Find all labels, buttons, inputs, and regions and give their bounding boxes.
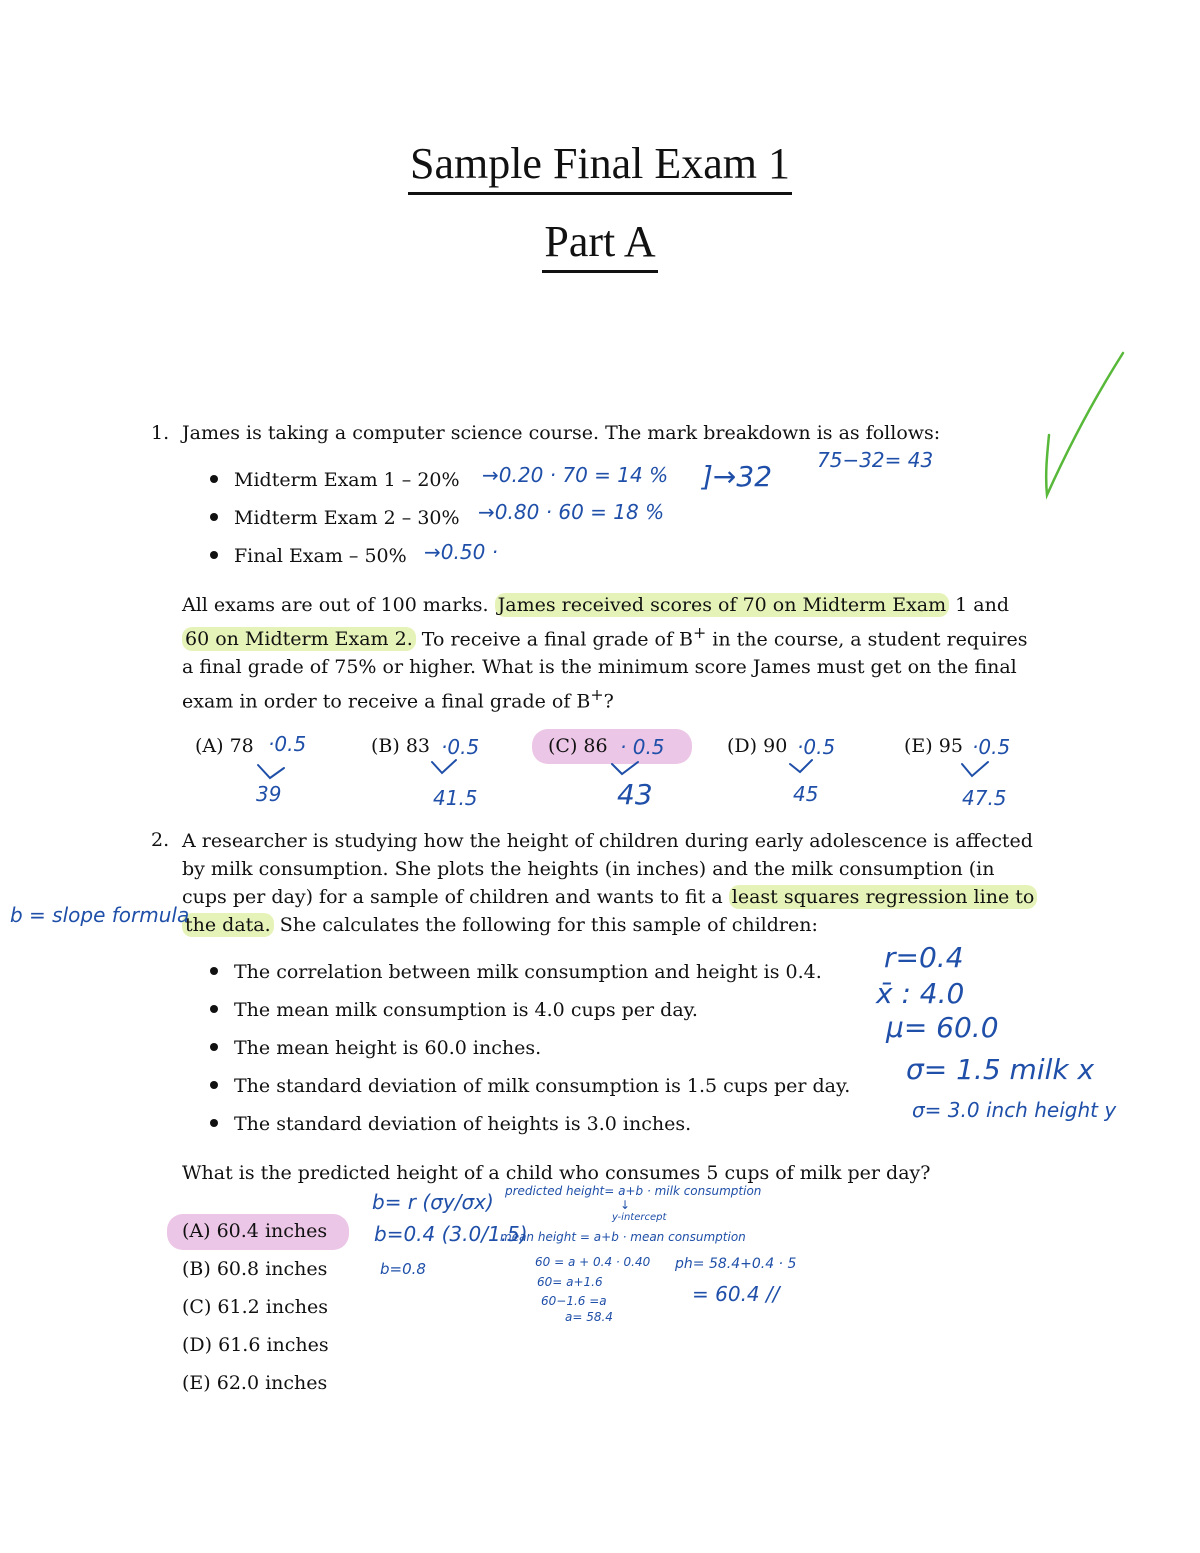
question-paragraph: A researcher is studying how the height of children during early adolescence is affected by milk consumption. She plots the heights (in inches) and the milk consumption (in cups per day) for a sample of children and wants to fit a least squares regression line to the data. She calculates the following for this sample of children:: [182, 827, 1062, 939]
handwritten-note: 60= a+1.6: [537, 1275, 603, 1289]
handwritten-note: b=0.4 (3.0/1.5): [374, 1222, 528, 1246]
handwritten-note: σ= 3.0 inch height y: [912, 1098, 1117, 1122]
question-stem: James is taking a computer science course. The mark breakdown is as follows:: [182, 422, 941, 444]
handwritten-note: 41.5: [433, 786, 478, 810]
question-number: 1.: [151, 422, 170, 444]
handwritten-note: 45: [793, 782, 819, 806]
handwritten-note: ·0.5: [972, 735, 1011, 759]
bullet-item: Midterm Exam 2 – 30%: [210, 507, 460, 529]
answer-option[interactable]: (A) 78: [195, 735, 254, 757]
bullet-item: The mean milk consumption is 4.0 cups per day.: [210, 999, 698, 1021]
handwritten-note: b=0.8: [380, 1260, 426, 1278]
bullet-item: The standard deviation of heights is 3.0 inches.: [210, 1113, 691, 1135]
answer-option[interactable]: (C) 86: [548, 735, 608, 757]
handwritten-note: mean height = a+b · mean consumption: [500, 1230, 746, 1244]
answer-option[interactable]: (B) 60.8 inches: [182, 1258, 328, 1280]
handwritten-note: · 0.5: [620, 735, 665, 759]
handwritten-note: →0.20 · 70 = 14 %: [482, 463, 669, 487]
bullet-icon: [210, 967, 218, 975]
answer-option[interactable]: (E) 62.0 inches: [182, 1372, 328, 1394]
handwritten-note: 43: [617, 778, 653, 811]
bullet-item: Midterm Exam 1 – 20%: [210, 469, 460, 491]
handwritten-note: ·0.5: [797, 735, 836, 759]
handwritten-note: σ= 1.5 milk x: [906, 1053, 1095, 1086]
answer-option[interactable]: (C) 61.2 inches: [182, 1296, 328, 1318]
handwritten-note: ·0.5: [441, 735, 480, 759]
handwritten-note: b = slope formula: [10, 903, 190, 927]
handwritten-note: predicted height= a+b · milk consumption: [505, 1184, 762, 1198]
handwritten-note: r=0.4: [884, 941, 964, 974]
bullet-icon: [210, 1119, 218, 1127]
handwritten-note: 39: [256, 782, 282, 806]
bullet-item: The mean height is 60.0 inches.: [210, 1037, 541, 1059]
question-number: 2.: [151, 829, 170, 851]
part-title: Part A: [0, 216, 1200, 267]
handwritten-note: ]→32: [702, 460, 773, 493]
handwritten-note: y-intercept: [612, 1212, 667, 1223]
exam-title: Sample Final Exam 1: [0, 138, 1200, 189]
handwritten-note: ph= 58.4+0.4 · 5: [675, 1256, 797, 1272]
answer-option[interactable]: (B) 83: [371, 735, 431, 757]
handwritten-note: ·0.5: [268, 732, 307, 756]
bullet-item: The correlation between milk consumption and height is 0.4.: [210, 961, 822, 983]
question-prompt: What is the predicted height of a child who consumes 5 cups of milk per day?: [182, 1162, 931, 1184]
handwritten-note: 60 = a + 0.4 · 0.40: [535, 1255, 651, 1269]
answer-option[interactable]: (D) 61.6 inches: [182, 1334, 329, 1356]
handwritten-note: = 60.4 //: [692, 1282, 780, 1306]
bullet-icon: [210, 1005, 218, 1013]
answer-option[interactable]: (E) 95: [904, 735, 963, 757]
handwritten-note: ↓: [620, 1198, 631, 1212]
handwritten-note: a= 58.4: [565, 1310, 613, 1324]
handwritten-note: 75−32= 43: [817, 448, 934, 472]
handwritten-note: b= r (σy/σx): [372, 1190, 494, 1214]
handwritten-note: 60−1.6 =a: [541, 1294, 607, 1308]
handwritten-note: →0.50 ·: [424, 540, 499, 564]
handwritten-note: →0.80 · 60 = 18 %: [478, 500, 665, 524]
question-paragraph: All exams are out of 100 marks. James received scores of 70 on Midterm Exam 1 and 60 on Midterm Exam 2. To receive a final grade of B+ in the course, a student requires a final grade of 75% or higher. What is the minimum score James must get on the final exam in order to receive a final grade of B+?: [182, 594, 1028, 713]
bullet-item: The standard deviation of milk consumption is 1.5 cups per day.: [210, 1075, 850, 1097]
handwritten-note: μ= 60.0: [886, 1011, 999, 1044]
handwritten-note: x̄ : 4.0: [876, 977, 965, 1010]
handwritten-note: 47.5: [962, 786, 1007, 810]
bullet-icon: [210, 1043, 218, 1051]
bullet-icon: [210, 1081, 218, 1089]
bullet-item: Final Exam – 50%: [210, 545, 407, 567]
answer-option[interactable]: (D) 90: [727, 735, 788, 757]
answer-option[interactable]: (A) 60.4 inches: [182, 1220, 328, 1242]
